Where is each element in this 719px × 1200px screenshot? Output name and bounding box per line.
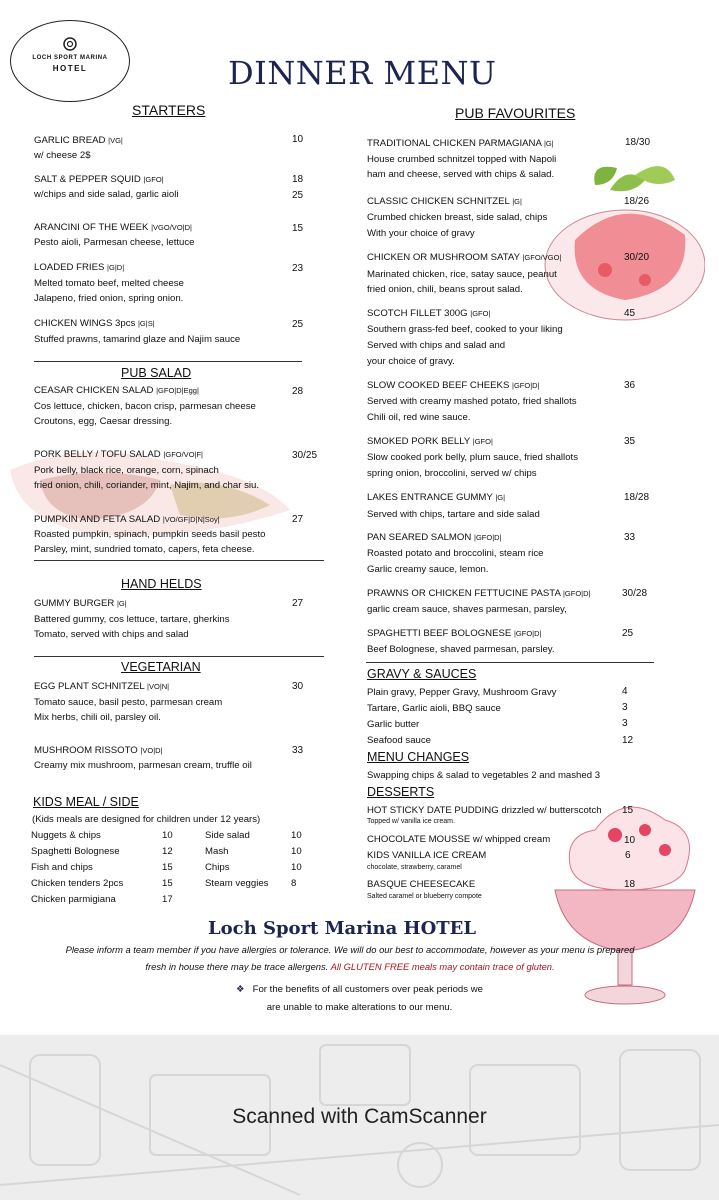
item-price: 30/28 <box>622 588 648 599</box>
starters-heading: STARTERS <box>132 102 206 118</box>
item-price: 35 <box>624 436 636 447</box>
item-desc: House crumbed schnitzel topped with Napoli <box>367 154 557 165</box>
item-price: 25 <box>292 319 304 330</box>
table-row: Nuggets & chips 10 Side salad 10 <box>31 830 302 841</box>
item-price: 18/28 <box>624 492 650 503</box>
dessert-item: CHOCOLATE MOUSSE w/ whipped cream <box>367 834 551 845</box>
item-price: 10 <box>292 134 304 145</box>
divider <box>366 662 654 663</box>
dessert-price: 15 <box>622 805 634 816</box>
menu-item: CHICKEN OR MUSHROOM SATAY |GFO/VGO| <box>367 252 562 263</box>
item-desc: Slow cooked pork belly, plum sauce, fried shallots <box>367 452 578 463</box>
item-desc: w/ cheese 2$ <box>34 150 91 161</box>
anchor-ring-icon <box>63 37 77 51</box>
dessert-item: KIDS VANILLA ICE CREAM <box>367 850 487 861</box>
footer-title: Loch Sport Marina HOTEL <box>208 918 477 939</box>
gravy-row: Plain gravy, Pepper Gravy, Mushroom Gravy <box>367 687 557 698</box>
item-desc: Tomato sauce, basil pesto, parmesan cream <box>34 697 223 708</box>
item-price: 25 <box>622 628 634 639</box>
menu-item: PRAWNS OR CHICKEN FETTUCINE PASTA |GFO|D| <box>367 588 591 599</box>
menu-item: GUMMY BURGER |G| <box>34 598 127 609</box>
gravy-row: Seafood sauce <box>367 735 432 746</box>
dessert-price: 18 <box>624 879 636 890</box>
desserts-heading: DESSERTS <box>367 785 435 799</box>
vegetarian-heading: VEGETARIAN <box>121 660 201 674</box>
item-desc: Jalapeno, fried onion, spring onion. <box>34 293 184 304</box>
menu-item: SPAGHETTI BEEF BOLOGNESE |GFO|D| <box>367 628 542 639</box>
item-desc: Pesto aioli, Parmesan cheese, lettuce <box>34 237 195 248</box>
table-row: Chicken parmigiana 17 <box>31 894 173 905</box>
table-row: Spaghetti Bolognese 12 Mash 10 <box>31 846 302 857</box>
diamond-bullet-icon: ❖ <box>236 984 245 995</box>
item-desc: Chili oil, red wine sauce. <box>367 412 471 423</box>
divider <box>34 361 302 362</box>
menu-item: SMOKED PORK BELLY |GFO| <box>367 436 493 447</box>
menu-item: LOADED FRIES |G|D| <box>34 262 125 273</box>
allergy-note: Please inform a team member if you have allergies or tolerance. We will do our best to accommodate, however as your menu is prepared <box>65 944 635 955</box>
dessert-item: HOT STICKY DATE PUDDING drizzled w/ butterscotch <box>367 805 602 816</box>
item-desc: fried onion, chili, beans sprout salad. <box>367 284 523 295</box>
menu-item: TRADITIONAL CHICKEN PARMAGIANA |G| <box>367 138 554 149</box>
item-price: 18/26 <box>624 196 650 207</box>
menu-item: PUMPKIN AND FETA SALAD |VO/GF|D|N|Soy| <box>34 514 220 525</box>
menu-item: LAKES ENTRANCE GUMMY |G| <box>367 492 506 503</box>
item-desc: garlic cream sauce, shaves parmesan, parsley, <box>367 604 567 615</box>
menu-item: CEASAR CHICKEN SALAD |GFO|D|Egg| <box>34 385 199 396</box>
item-desc: w/chips and side salad, garlic aioli <box>34 189 179 200</box>
item-price-2: 25 <box>292 190 304 201</box>
menu-item: PORK BELLY / TOFU SALAD |GFO/VO|F| <box>34 449 204 460</box>
scanner-label: Scanned with CamScanner <box>232 1105 487 1128</box>
item-desc: Southern grass-fed beef, cooked to your liking <box>367 324 563 335</box>
menu-changes-heading: MENU CHANGES <box>367 750 470 764</box>
item-desc: Mix herbs, chili oil, parsley oil. <box>34 712 161 723</box>
menu-item: SALT & PEPPER SQUID |GFO| <box>34 174 164 185</box>
item-price: 27 <box>292 598 304 609</box>
dessert-desc: chocolate, strawberry, caramel <box>367 864 462 871</box>
item-price: 33 <box>292 745 304 756</box>
gravy-row: Tartare, Garlic aioli, BBQ sauce <box>367 703 501 714</box>
item-desc: Cos lettuce, chicken, bacon crisp, parmesan cheese <box>34 401 256 412</box>
menu-item: GARLIC BREAD |VG| <box>34 135 123 146</box>
item-desc: Beef Bolognese, shaved parmesan, parsley. <box>367 644 555 655</box>
item-price: 45 <box>624 308 636 319</box>
item-price: 30/25 <box>292 450 318 461</box>
dessert-price: 6 <box>625 850 631 861</box>
pub-favourites-heading: PUB FAVOURITES <box>455 105 576 121</box>
dessert-desc: Topped w/ vanilla ice cream. <box>367 818 455 825</box>
alteration-note-2: are unable to make alterations to our menu. <box>266 1002 453 1013</box>
menu-item: PAN SEARED SALMON |GFO|D| <box>367 532 502 543</box>
item-price: 30/20 <box>624 252 650 263</box>
hotel-logo <box>10 20 130 102</box>
table-row: Chicken tenders 2pcs 15 Steam veggies 8 <box>31 878 297 889</box>
item-desc: Garlic creamy sauce, lemon. <box>367 564 489 575</box>
divider <box>34 656 324 657</box>
pub-salad-heading: PUB SALAD <box>121 366 192 380</box>
item-desc: Pork belly, black rice, orange, corn, spinach <box>34 465 219 476</box>
kids-note: (Kids meals are designed for children under 12 years) <box>32 814 261 825</box>
divider <box>34 560 324 561</box>
item-desc: Croutons, egg, Caesar dressing. <box>34 416 173 427</box>
gravy-price: 4 <box>622 686 628 697</box>
item-desc: Creamy mix mushroom, parmesan cream, truffle oil <box>34 760 252 771</box>
item-desc: Roasted pumpkin, spinach, pumpkin seeds basil pesto <box>34 529 266 540</box>
item-desc: Marinated chicken, rice, satay sauce, peanut <box>367 269 557 280</box>
gravy-price: 3 <box>622 718 628 729</box>
logo-line-1: LOCH SPORT MARINA <box>32 55 108 61</box>
menu-item: CHICKEN WINGS 3pcs |G|S| <box>34 318 155 329</box>
gravy-heading: GRAVY & SAUCES <box>367 667 477 681</box>
item-price: 15 <box>292 223 304 234</box>
scanner-watermark <box>0 1035 719 1200</box>
item-price: 36 <box>624 380 636 391</box>
hand-helds-heading: HAND HELDS <box>121 577 202 591</box>
item-desc: Served with chips and salad and <box>367 340 506 351</box>
item-desc: Tomato, served with chips and salad <box>34 629 189 640</box>
item-desc: Battered gummy, cos lettuce, tartare, gherkins <box>34 614 230 625</box>
item-desc: Parsley, mint, sundried tomato, capers, feta cheese. <box>34 544 255 555</box>
item-desc: Roasted potato and broccolini, steam rice <box>367 548 544 559</box>
item-desc: ham and cheese, served with chips & salad. <box>367 169 555 180</box>
menu-item: SLOW COOKED BEEF CHEEKS |GFO|D| <box>367 380 540 391</box>
item-price: 33 <box>624 532 636 543</box>
menu-item: MUSHROOM RISSOTO |VO|D| <box>34 745 163 756</box>
item-desc: spring onion, broccolini, served w/ chips <box>367 468 537 479</box>
gravy-price: 12 <box>622 735 634 746</box>
item-price: 23 <box>292 263 304 274</box>
menu-item: ARANCINI OF THE WEEK |VGO/VO|D| <box>34 222 192 233</box>
item-desc: your choice of gravy. <box>367 356 455 367</box>
dessert-item: BASQUE CHEESECAKE <box>367 879 476 890</box>
item-price: 18/30 <box>625 137 651 148</box>
allergy-note-2: fresh in house there may be trace allergens. All GLUTEN FREE meals may contain trace of gluten. <box>145 961 555 972</box>
item-desc: fried onion, chili, coriander, mint, Najim, and char siu. <box>34 480 260 491</box>
dessert-desc: Salted caramel or blueberry compote <box>367 893 482 900</box>
table-row: Fish and chips 15 Chips 10 <box>31 862 302 873</box>
item-desc: Served with chips, tartare and side salad <box>367 509 540 520</box>
item-price: 27 <box>292 514 304 525</box>
dessert-price: 10 <box>624 835 636 846</box>
item-desc: With your choice of gravy <box>367 228 475 239</box>
item-desc: Crumbed chicken breast, side salad, chips <box>367 212 548 223</box>
item-desc: Served with creamy mashed potato, fried shallots <box>367 396 577 407</box>
kids-heading: KIDS MEAL / SIDE <box>33 795 139 809</box>
menu-item: CLASSIC CHICKEN SCHNITZEL |G| <box>367 196 522 207</box>
item-desc: Stuffed prawns, tamarind glaze and Najim sauce <box>34 334 241 345</box>
menu-item: SCOTCH FILLET 300G |GFO| <box>367 308 491 319</box>
kids-table <box>31 828 302 908</box>
item-price: 28 <box>292 386 304 397</box>
menu-title: DINNER MENU <box>228 54 497 92</box>
alteration-note: ❖ For the benefits of all customers over peak periods we <box>236 984 483 995</box>
menu-item: EGG PLANT SCHNITZEL |VO|N| <box>34 681 170 692</box>
item-desc: Melted tomato beef, melted cheese <box>34 278 184 289</box>
gravy-row: Garlic butter <box>367 719 420 730</box>
item-price: 30 <box>292 681 304 692</box>
menu-changes-text: Swapping chips & salad to vegetables 2 and mashed 3 <box>367 770 601 781</box>
item-price: 18 <box>292 174 304 185</box>
gravy-price: 3 <box>622 702 628 713</box>
logo-line-2: HOTEL <box>52 64 88 73</box>
